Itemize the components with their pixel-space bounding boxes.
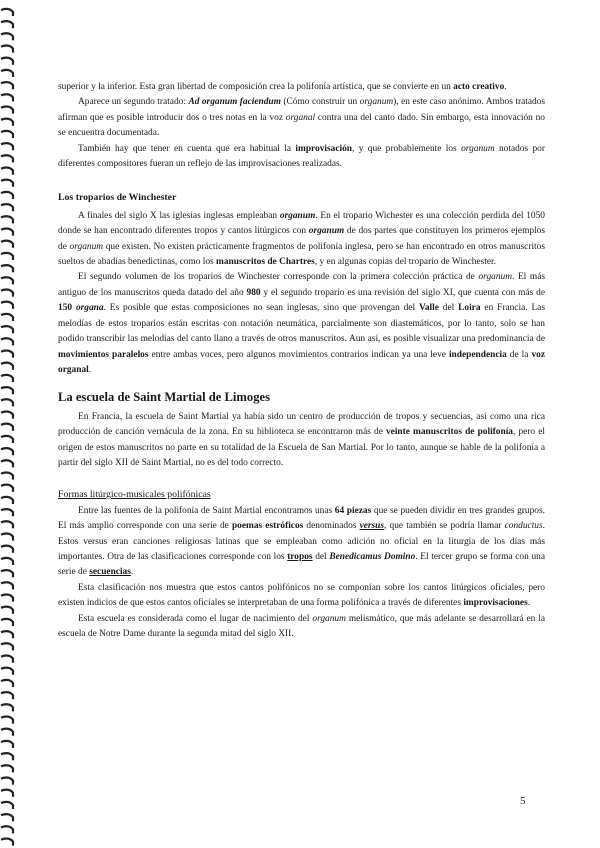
binding-coil	[1, 131, 13, 138]
binding-coil	[1, 558, 13, 565]
spiral-binding	[0, 0, 22, 848]
paragraph	[58, 270, 545, 378]
binding-coil	[1, 838, 13, 845]
binding-coil	[1, 289, 13, 296]
binding-coil	[1, 338, 13, 345]
binding-coil	[1, 521, 13, 528]
binding-coil	[1, 472, 13, 479]
binding-coil	[1, 119, 13, 126]
text: y el segundo tropario es una revisión del siglo XI, que cuenta con más de	[260, 287, 545, 298]
binding-coil	[1, 716, 13, 723]
section-heading-winchester: Los troparios de Winchester	[58, 192, 177, 204]
binding-coil	[1, 741, 13, 748]
binding-coil	[1, 253, 13, 260]
page-number: 5	[520, 795, 526, 807]
paragraph	[58, 209, 545, 271]
text: Aparece un segundo tratado:	[78, 97, 189, 108]
bold-text: voz organal	[58, 349, 545, 375]
binding-coil	[1, 216, 13, 223]
binding-coil	[1, 753, 13, 760]
binding-coil	[1, 33, 13, 40]
italic-text: organum	[461, 143, 495, 154]
binding-coil	[1, 704, 13, 711]
bold-italic-underlined-text: versus	[359, 521, 385, 532]
binding-coil	[1, 9, 13, 16]
text: . En el tropario Wichester es una colección perdida del 1050 donde se han encontrado diferentes tropos y cantos litúrgicos con	[58, 210, 545, 237]
text: en Francia. Las melodías de estos troparios están escritas con notación neumática, parcialmente son diastemáticos, por lo tanto, solo se han podido transcribir las melodías del canto llano a través de otros manuscritos. Aun así, es posible visualizar una predominancia de	[58, 303, 545, 345]
italic-text: organum	[478, 272, 512, 283]
bold-underlined-text: tropos	[287, 551, 313, 562]
binding-coil	[1, 58, 13, 65]
binding-coil	[1, 680, 13, 687]
binding-coil	[1, 668, 13, 675]
binding-coil	[1, 729, 13, 736]
binding-coil	[1, 411, 13, 418]
text: , que también se podría llamar	[384, 521, 505, 532]
italic-text: organal	[285, 112, 316, 123]
bold-text: 64 piezas	[334, 505, 372, 516]
text: del	[312, 551, 330, 562]
text: (Cómo construir un	[280, 97, 360, 108]
italic-text: organum	[69, 241, 104, 252]
text: denominados	[303, 521, 360, 532]
text: A finales del siglo X las iglesias inglesas empleaban	[78, 210, 280, 221]
paragraph	[58, 581, 545, 612]
paragraph	[58, 504, 545, 581]
binding-coil	[1, 143, 13, 150]
text: , pero el origen de estos manuscritos no parte en su totalidad de la Escuela de San Martial. Por lo tanto, aunque se hable de la polifonía a partir del siglo XII de Saint Martial, no es del todo correcto.	[58, 427, 545, 468]
binding-coil	[1, 70, 13, 77]
bold-text: improvisaciones	[463, 598, 528, 609]
text: . El tercer grupo se forma con una serie de	[58, 551, 545, 578]
binding-coil	[1, 777, 13, 784]
text: .	[130, 567, 134, 578]
binding-coil	[1, 45, 13, 52]
binding-coil	[1, 180, 13, 187]
text: En Francia, la escuela de Saint Martial ya había sido un centro de producción de tropos y secuencias, así como una rica producción de canción vernácula de la zona. En su biblioteca se encontraron más de	[58, 411, 545, 438]
binding-coil	[1, 765, 13, 772]
binding-coil	[1, 399, 13, 406]
binding-coil	[1, 314, 13, 321]
binding-coil	[1, 192, 13, 199]
italic-text: organum	[312, 613, 346, 624]
binding-coil	[1, 607, 13, 614]
binding-coil	[1, 82, 13, 89]
bold-text: 980	[246, 287, 261, 298]
binding-coil	[1, 570, 13, 577]
binding-coil	[1, 802, 13, 809]
binding-coil	[1, 424, 13, 431]
binding-coil	[1, 692, 13, 699]
binding-coil	[1, 582, 13, 589]
bold-italic-text: organum	[308, 226, 345, 237]
bold-text: 150	[58, 303, 73, 314]
text: Esta escuela es considerada como el lugar de nacimiento del	[78, 613, 313, 624]
text: . Es posible que estas composiciones no sean inglesas, sino que provengan del	[103, 303, 419, 314]
binding-coil	[1, 204, 13, 211]
bold-italic-text: Benedicamus Domino	[329, 551, 416, 562]
text: El segundo volumen de los troparios de Winchester corresponde con la primera colección práctica de	[78, 272, 479, 283]
bold-italic-text: organum	[279, 210, 316, 221]
binding-coils	[0, 0, 22, 848]
binding-coil	[1, 790, 13, 797]
text: melismático, que más adelante se desarrollará en la escuela de Notre Dame durante la segunda mitad del siglo XII.	[58, 613, 545, 639]
bold-text: movimientos paralelos	[58, 349, 149, 360]
binding-coil	[1, 375, 13, 382]
binding-coil	[1, 631, 13, 638]
text: . Estos versus eran canciones religiosas latinas que se empleaban como adición no oficial en la liturgia de los días más importantes. Otra de las clasificaciones corresponde con los	[58, 521, 545, 562]
text: que se pueden dividir en tres grandes grupos. El más amplio corresponde con una serie de	[58, 505, 545, 532]
text: , y que probablemente los	[352, 143, 462, 154]
text: , y en algunas copias del tropario de Winchester.	[314, 257, 496, 268]
binding-coil	[1, 155, 13, 162]
bold-text: poemas estróficos	[231, 521, 304, 532]
italic-text: conductus	[504, 521, 543, 532]
text: ), en este caso anónimo. Ambos tratados afirman que es posible introducir dos o tres notas en la voz	[58, 97, 546, 123]
paragraph	[58, 95, 545, 141]
binding-coil	[1, 448, 13, 455]
text: Esta clasificación nos muestra que estos cantos polifónicos no se componían sobre los cantos litúrgicos oficiales, pero existen indicios de que estos cantos oficiales se interpretaban de una forma polifónica a través de diferentes	[58, 582, 545, 609]
text: del	[438, 303, 459, 314]
text: superior y la inferior. Esta gran libertad de composición crea la polifonía artística, que se convierte en un	[58, 82, 454, 92]
binding-coil	[1, 350, 13, 357]
bold-text: acto creativo	[453, 82, 505, 92]
binding-coil	[1, 277, 13, 284]
page-body	[58, 80, 545, 642]
bold-underlined-text: secuencias	[89, 567, 131, 578]
binding-coil	[1, 533, 13, 540]
binding-coil	[1, 497, 13, 504]
text: Entre las fuentes de la polifonía de Saint Martial encontramos unas	[78, 505, 335, 516]
text: que existen. No existen prácticamente fragmentos de polifonía inglesa, pero se han encontrado en otros manuscritos sueltos de abadías benedictinas, como los	[58, 241, 545, 268]
text: de dos partes que constituyen los primeros ejemplos de	[58, 226, 545, 252]
binding-coil	[1, 326, 13, 333]
binding-coil	[1, 387, 13, 394]
text: .	[88, 364, 92, 375]
text: . El más antiguo de los manuscritos queda datado del año	[58, 272, 545, 298]
bold-text: Loira	[458, 303, 481, 314]
binding-coil	[1, 241, 13, 248]
bold-text: Valle	[418, 303, 439, 314]
paragraph	[58, 142, 545, 173]
binding-coil	[1, 106, 13, 113]
binding-coil	[1, 302, 13, 309]
binding-coil	[1, 94, 13, 101]
text: contra una del canto dado. Sin embargo, esta innovación no se encuentra documentada.	[58, 112, 545, 139]
binding-coil	[1, 21, 13, 28]
bold-text: veinte manuscritos de polifonía	[385, 427, 513, 438]
binding-coil	[1, 460, 13, 467]
binding-coil	[1, 814, 13, 821]
paragraph	[58, 612, 545, 643]
binding-coil	[1, 546, 13, 553]
binding-coil	[1, 826, 13, 833]
bold-italic-text: Ad organum faciendum	[188, 97, 281, 108]
text: .	[527, 598, 531, 609]
text: entre ambas voces, pero algunos movimientos contrarios indican ya una leve	[148, 349, 449, 360]
text: .	[504, 82, 507, 92]
text: También hay que tener en cuenta que era habitual la	[78, 143, 296, 154]
italic-text: organum	[359, 97, 394, 108]
binding-coil	[1, 485, 13, 492]
subsection-heading-formas: Formas litúrgico-musicales polifónicas	[58, 489, 211, 501]
binding-coil	[1, 228, 13, 235]
bold-text: manuscritos de Chartres	[216, 257, 315, 268]
text: de la	[506, 349, 532, 360]
binding-coil	[1, 619, 13, 626]
binding-coil	[1, 594, 13, 601]
bold-text: improvisación	[295, 143, 353, 154]
binding-coil	[1, 509, 13, 516]
paragraph	[58, 80, 545, 95]
binding-coil	[1, 363, 13, 370]
bold-italic-text: organa	[75, 303, 104, 314]
binding-coil	[1, 643, 13, 650]
binding-coil	[1, 655, 13, 662]
section-heading-saint-martial: La escuela de Saint Martial de Limoges	[58, 390, 270, 405]
binding-coil	[1, 436, 13, 443]
text: notados por diferentes compositores fueran un reflejo de las improvisaciones realizadas.	[58, 143, 545, 170]
bold-text: independencia	[448, 349, 507, 360]
paragraph	[58, 410, 545, 472]
binding-coil	[1, 265, 13, 272]
binding-coil	[1, 167, 13, 174]
